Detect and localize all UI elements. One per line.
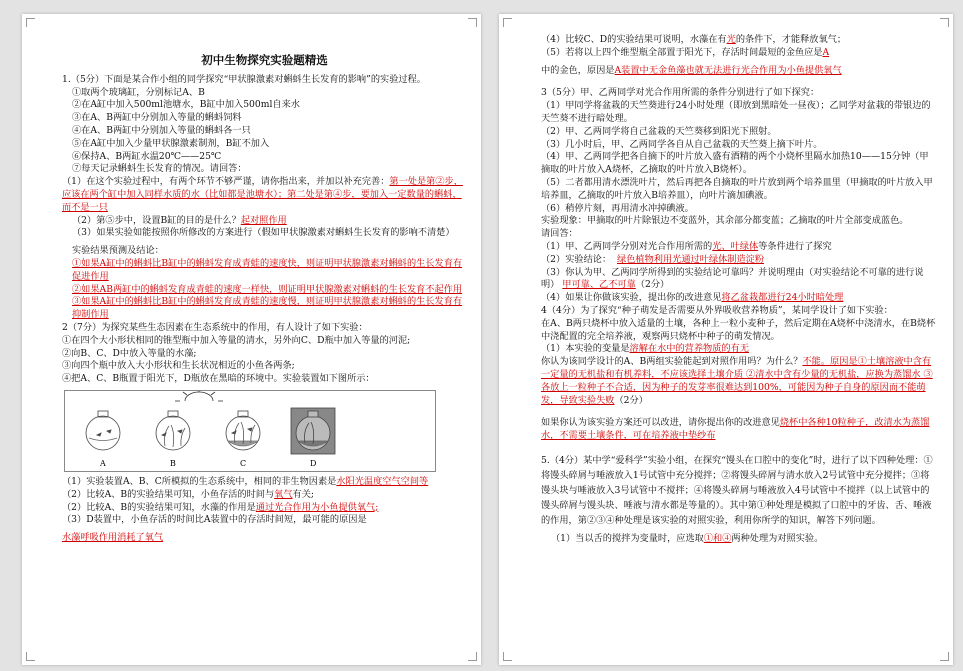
question-2-step: ①在四个大小形状相同的锥型瓶中加入等量的清水，另外向C、D瓶中加入等量的河泥;: [62, 334, 411, 346]
question-1-step: ⑤在A缸中加入少量甲状腺激素制剂，B缸不加入: [72, 137, 270, 149]
question-3-sub-4: （4）如果让你做该实验，提出你的改进意见将乙盆栽都进行24小时暗处理: [541, 292, 844, 304]
answer-text: 将乙盆栽都进行24小时暗处理: [721, 292, 844, 304]
answer-text: A: [822, 46, 830, 58]
question-5-sub-1: （1）当以舌的搅拌为变量时，应选取①和④两种处理为对照实验。: [551, 532, 824, 544]
question-3-sub-3: （3）你认为甲、乙两同学所得到的实验结论可靠吗？并说明理由（对实验结论不可靠的进行说明） 甲可靠、乙不可靠（2分）: [541, 266, 924, 291]
answer-text: 烧杯中各种10粒种子，改清水为蒸馏水，不需要土壤条件，可在培养液中垫纱布: [541, 417, 930, 442]
question-1-step: ⑦每天记录蝌蚪生长发育的情况。请回答：: [72, 163, 247, 175]
answer-text: 通过光合作用为小鱼提供氧气;: [255, 501, 379, 513]
page-title: 初中生物探究实验题精选: [201, 53, 328, 67]
question-3-phenomenon: 实验现象：甲摘取的叶片除银边不变蓝外，其余部分都变蓝；乙摘取的叶片全部变成蓝色。: [541, 215, 909, 227]
question-2-stem: 2（7分）为探究某些生态因素在生态系统中的作用，有人设计了如下实验：: [62, 321, 368, 333]
answer-text: 第一处是第②步，应该在两个缸中加入同样水质的水（比如都是池塘水）；第二处是第④步，要加入一定数量的蝌蚪，而不是一只: [62, 176, 463, 213]
question-3-sub-2: （2）实验结论： 绿色植物利用光通过叶绿体制造淀粉: [541, 253, 765, 265]
question-3-step: （4）甲、乙两同学把各自摘下的叶片放入盛有酒精的两个小烧杯里隔水加热10——15分钟（甲摘取的叶片放入A烧杯，乙摘取的叶片放入B烧杯）。: [541, 151, 929, 176]
question-2-step: ④把A、C、B瓶置于阳光下，D瓶放在黑暗的环境中。实验装置如下图所示：: [62, 373, 375, 385]
question-2-sub-1: （1）实验装置A、B、C所模拟的生态系统中，相同的非生物因素是水阳光温度空气空间等: [62, 475, 429, 487]
question-2-sub-5: （5）若将以上四个维型瓶全部置于阳光下，存活时间最短的金鱼应是A: [541, 46, 830, 58]
answer-text: 起对照作用: [240, 214, 287, 226]
question-1-stem: 1.（5分）下面是某合作小组的同学探究“甲状腺激素对蝌蚪生长发育的影响”的实验过程。: [62, 73, 426, 85]
question-1-step: ①取两个玻璃缸，分别标记A、B: [72, 86, 205, 98]
question-1-step: ⑥保持A、B两缸水温20℃——25℃: [72, 150, 222, 162]
figure-label-a: A: [100, 458, 106, 468]
answer-text: 水藻呼吸作用消耗了氧气: [62, 532, 164, 544]
question-4-sub-1: （1）本实验的变量是溶解在水中的营养物质的有无: [541, 343, 749, 355]
experiment-figure: [64, 390, 436, 472]
answer-text: 溶解在水中的营养物质的有无: [629, 343, 749, 355]
question-3-ask: 请回答：: [541, 228, 578, 240]
question-3-step: （1）甲同学将盆栽的天竺葵进行24小时处理（即放到黑暗处一昼夜）；乙同学对盆栽的带银边的天竺葵不进行暗处理。: [541, 100, 931, 124]
question-1-step: ④在A、B两缸中分别加入等量的蝌蚪各一只: [72, 124, 251, 136]
question-1-sub-1: （1）在这个实验过程中，有两个环节不够严谨，请你指出来，并加以补充完善：第一处是第②步，应该在两个缸中加入同样水质的水（比如都是池塘水）；第二处是第④步，要加入一定数量的蝌蚪，而不是一只: [62, 176, 463, 213]
question-1-sub-2: （2）第⑤步中，设置B缸的目的是什么？起对照作用: [72, 214, 287, 226]
flask-d: [291, 408, 335, 454]
answer-text: 氧气: [274, 488, 293, 500]
question-5-stem: 5.（4分）某中学“爱科学”实验小组，在探究“馒头在口腔中的变化”时，进行了以下四种处理：①将馒头碎屑与唾液放入1号试管中充分搅拌；②将馒头碎屑与清水放入2号试管中充分搅拌；③将馒头块与唾液放入3号试管中不搅拌；④将馒头碎屑与唾液放入4号试管中不搅拌（以上试管中的馒头碎屑与馒头块、唾液与清水都是等量的）。其中第①种处理是模拟了口腔中的牙齿、舌、唾液的作用，第②③④种处理是该实验的对照实验，利用你所学的知识，解答下列问题。: [541, 454, 933, 526]
document-page-1: [22, 14, 481, 665]
question-3-step: （6）稍停片刻，再用清水冲掉碘液。: [541, 202, 694, 214]
answer-text: 绿色植物利用光通过叶绿体制造淀粉: [617, 253, 765, 265]
answer-text: 不能。原因是①土壤溶液中含有一定量的无机盐和有机养料，不应该选择土壤介质 ②清水中含有少量的无机盐，应换为蒸馏水 ③各放上一粒种子不合适，因为种子的发芽率很难达到100%，可能因为种子自身的原因而不能萌发，导致实验失败: [541, 356, 933, 406]
question-2-step: ②向B、C、D中放入等量的水藻;: [62, 347, 197, 359]
figure-label-b: B: [170, 458, 176, 468]
question-4-stem: 4（4分）为了探究“种子萌发是否需要从外界吸收营养物质”，某同学设计了如下实验：: [541, 304, 893, 316]
question-2-sub-5-reason: 中的金色，原因是A装置中无金鱼藻也就无法进行光合作用为小鱼提供氧气: [541, 64, 842, 76]
question-2-sub-4b: （4）比较C、D的实验结果可说明，水藻在有光的条件下，才能释放氧气；: [541, 34, 847, 45]
sun-icon: [175, 391, 223, 401]
question-2-step: ③向四个瓶中放入大小形状和生长状况相近的小鱼各两条;: [62, 360, 295, 372]
answer-text: ①和④: [703, 532, 732, 544]
question-4-step: 在A、B两只烧杯中放入适量的土壤，各种上一粒小麦种子，然后定期在A烧杯中浇清水，在B烧杯中浇配置的完全培养液，观察两只烧杯中种子的萌发情况。: [541, 317, 936, 342]
question-3-step: （2）甲、乙两同学将自己盆栽的天竺葵移到阳光下照射。: [541, 125, 777, 137]
document-page-2: [499, 14, 953, 665]
prediction-answer: ②如果AB两缸中的蝌蚪发育成青蛙的速度一样快，则证明甲状腺激素对蝌蚪的生长发育不起作用: [72, 283, 463, 295]
figure-label-d: D: [310, 458, 317, 468]
answer-text: A装置中无金鱼藻也就无法进行光合作用为小鱼提供氧气: [614, 64, 842, 76]
question-3-sub-1: （1）甲、乙两同学分别对光合作用所需的光、叶绿体等条件进行了探究: [541, 240, 832, 252]
figure-label-c: C: [240, 458, 247, 468]
flask-b: [156, 411, 190, 450]
question-3-stem: 3（5分）甲、乙两同学对光合作用所需的条件分别进行了如下探究：: [541, 87, 820, 99]
question-4-sub-3: 如果你认为该实验方案还可以改进，请你提出你的改进意见烧杯中各种10粒种子，改清水为蒸馏水，不需要土壤条件，可在培养液中垫纱布: [541, 417, 930, 442]
question-2-sub-2: （2）比较A、B的实验结果可知，小鱼存活的时间与氧气有关;: [62, 488, 315, 500]
flask-c: [226, 411, 260, 450]
answer-text: 水阳光温度空气空间等: [336, 475, 429, 487]
prediction-label: 实验结果预测及结论：: [72, 245, 164, 257]
prediction-answer: ①如果A缸中的蝌蚪比B缸中的蝌蚪发育成青蛙的速度快，则证明甲状腺激素对蝌蚪的生长发育有促进作用: [72, 257, 463, 282]
answer-text: 光: [726, 34, 736, 45]
question-1-sub-3: （3）如果实验如能按照你所修改的方案进行（假如甲状腺激素对蝌蚪生长发育的影响不清楚）: [72, 227, 455, 239]
question-2-sub-3: （2）比较A、B的实验结果可知，水藻的作用是通过光合作用为小鱼提供氧气;: [62, 501, 379, 513]
question-3-step: （5）二者都用清水漂洗叶片，然后再把各自摘取的叶片放到两个培养皿里（甲摘取的叶片放入甲培养皿，乙摘取的叶片放入B培养皿），向叶片滴加碘液。: [541, 176, 933, 201]
answer-text: 甲可靠、乙不可靠: [562, 279, 636, 291]
question-2-sub-4: （3）D装置中，小鱼存活的时间比A装置中的存活时间短，最可能的原因是: [62, 514, 367, 526]
question-1-step: ③在A、B两缸中分别加入等量的蝌蚪饲料: [72, 112, 242, 124]
prediction-answer: ③如果A缸中的蝌蚪比B缸中的蝌蚪发育成青蛙的速度慢，则证明甲状腺激素对蝌蚪的生长发育有抑制作用: [72, 296, 463, 321]
question-1-step: ②在A缸中加入500ml池塘水，B缸中加入500ml自来水: [72, 99, 300, 111]
flask-a: [86, 411, 120, 450]
question-3-step: （3）几小时后，甲、乙两同学各自从自己盆栽的天竺葵上摘下叶片。: [541, 138, 823, 150]
question-4-sub-2: 你认为该同学设计的A、B两组实验能起到对照作用吗？为什么？不能。原因是①土壤溶液中含有一定量的无机盐和有机养料，不应该选择土壤介质 ②清水中含有少量的无机盐，应换为蒸馏水 ③各放上一粒种子不合适，因为种子的发芽率很难达到100%，可能因为种子自身的原因而不能萌发，导致实验失败（2分）: [541, 356, 933, 406]
answer-text: 光、叶绿体: [712, 240, 759, 252]
